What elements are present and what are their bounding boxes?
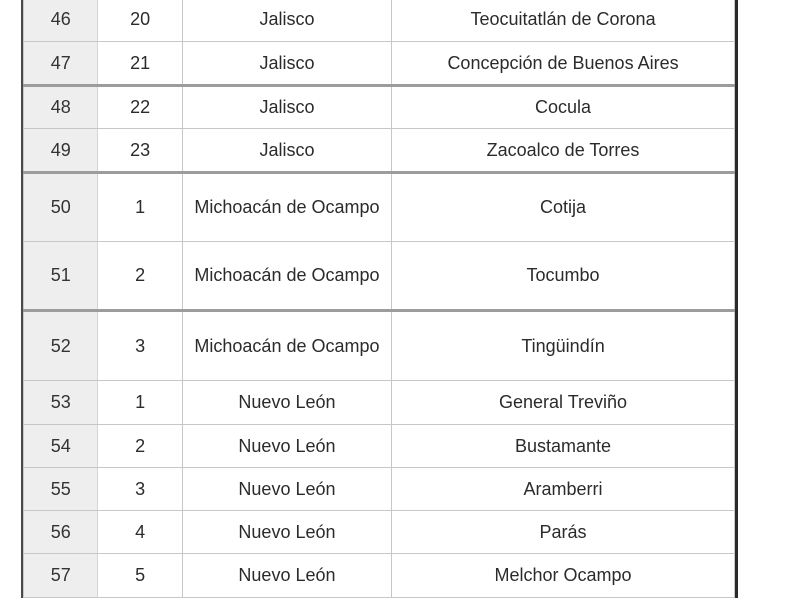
cell-index[interactable]: 1 [98,173,182,242]
cell-state[interactable]: Nuevo León [182,554,391,598]
table-row [24,468,735,511]
table-row [24,311,735,381]
cell-state[interactable]: Michoacán de Ocampo [182,242,391,311]
table-row [24,86,735,129]
row-header[interactable]: 51 [24,242,98,311]
cell-municipality[interactable]: Tingüindín [392,311,735,381]
cell-municipality[interactable]: Concepción de Buenos Aires [392,42,735,86]
cell-state[interactable]: Michoacán de Ocampo [182,173,391,242]
table-row [24,129,735,173]
row-header[interactable]: 48 [24,86,98,129]
data-table [23,0,735,598]
cell-index[interactable]: 1 [98,381,182,425]
cell-state[interactable]: Nuevo León [182,381,391,425]
row-header[interactable]: 54 [24,425,98,468]
cell-index[interactable]: 20 [98,0,182,42]
cell-municipality[interactable]: Bustamante [392,425,735,468]
cell-municipality[interactable]: Melchor Ocampo [392,554,735,598]
cell-index[interactable]: 22 [98,86,182,129]
cell-state[interactable]: Jalisco [182,129,391,173]
table-row [24,425,735,468]
table-row [24,42,735,86]
cell-municipality[interactable]: Cotija [392,173,735,242]
cell-state[interactable]: Michoacán de Ocampo [182,311,391,381]
row-header[interactable]: 46 [24,0,98,42]
table-row [24,381,735,425]
cell-state[interactable]: Nuevo León [182,511,391,554]
cell-index[interactable]: 3 [98,468,182,511]
cell-state[interactable]: Jalisco [182,86,391,129]
row-header[interactable]: 57 [24,554,98,598]
table-row [24,0,735,42]
cell-state[interactable]: Nuevo León [182,468,391,511]
cell-index[interactable]: 3 [98,311,182,381]
cell-municipality[interactable]: Teocuitatlán de Corona [392,0,735,42]
cell-municipality[interactable]: General Treviño [392,381,735,425]
row-header[interactable]: 56 [24,511,98,554]
cell-municipality[interactable]: Zacoalco de Torres [392,129,735,173]
row-header[interactable]: 50 [24,173,98,242]
cell-index[interactable]: 23 [98,129,182,173]
cell-state[interactable]: Nuevo León [182,425,391,468]
row-header[interactable]: 49 [24,129,98,173]
cell-municipality[interactable]: Cocula [392,86,735,129]
cell-index[interactable]: 4 [98,511,182,554]
row-header[interactable]: 52 [24,311,98,381]
cell-state[interactable]: Jalisco [182,42,391,86]
table-row [24,554,735,598]
table-row [24,242,735,311]
row-header[interactable]: 47 [24,42,98,86]
cell-index[interactable]: 2 [98,242,182,311]
cell-state[interactable]: Jalisco [182,0,391,42]
row-header[interactable]: 55 [24,468,98,511]
cell-index[interactable]: 2 [98,425,182,468]
row-header[interactable]: 53 [24,381,98,425]
table-row [24,511,735,554]
cell-municipality[interactable]: Tocumbo [392,242,735,311]
cell-index[interactable]: 21 [98,42,182,86]
cell-index[interactable]: 5 [98,554,182,598]
spreadsheet-grid [21,0,738,598]
cell-municipality[interactable]: Parás [392,511,735,554]
table-row [24,173,735,242]
cell-municipality[interactable]: Aramberri [392,468,735,511]
